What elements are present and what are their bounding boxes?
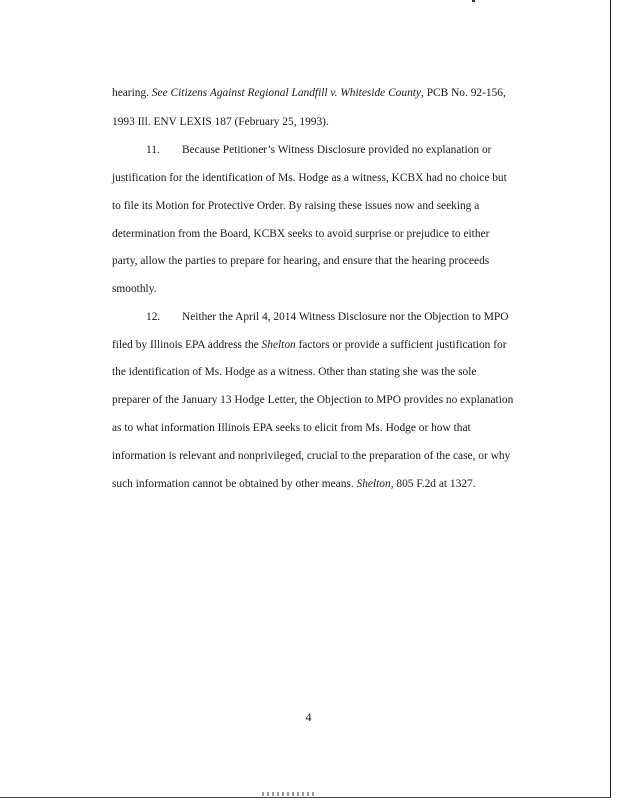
text-line: to file its Motion for Protective Order. By raising these issues now and seeking a [112,200,480,212]
paragraph-number: 11. [146,144,160,156]
text-line: as to what information Illinois EPA seeks to elicit from Ms. Hodge or how that [112,422,471,434]
text-line: Because Petitioner’s Witness Disclosure provided no explanation or [182,144,492,156]
case-citation: See Citizens Against Regional Landfill v. Whiteside County [151,87,421,99]
text-line: smoothly. [112,283,157,295]
text-line: preparer of the January 13 Hodge Letter, the Objection to MPO provides no explanation [112,394,514,406]
case-citation: Shelton [356,478,391,490]
text-run: such information cannot be obtained by other means. [112,478,357,490]
text-line: justification for the identification of Ms. Hodge as a witness, KCBX had no choice but [112,172,507,184]
scan-artifact [262,792,314,796]
paragraph-number: 12. [146,311,161,323]
text-line [112,477,476,491]
text-run: , PCB No. 92-156, [421,87,506,99]
text-run: filed by Illinois EPA address the [112,339,262,351]
scan-artifact [472,0,475,2]
text-line: the identification of Ms. Hodge as a witness. Other than stating she was the sole [112,366,477,378]
page-number: 4 [305,710,312,724]
text-run: hearing. [112,87,152,99]
text-line: Neither the April 4, 2014 Witness Disclosure nor the Objection to MPO [182,311,509,323]
text-line: determination from the Board, KCBX seeks to avoid surprise or prejudice to either [112,228,490,240]
page-edge-right [610,0,611,798]
text-line [112,86,506,100]
case-citation: Shelton [261,339,296,351]
text-run: factors or provide a sufficient justification for [295,339,507,351]
text-line: information is relevant and nonprivileged, crucial to the preparation of the case, or why [112,450,511,462]
text-run: , 805 F.2d at 1327. [390,478,476,490]
text-line [112,338,506,352]
text-line: party, allow the parties to prepare for hearing, and ensure that the hearing proceeds [112,255,490,267]
page-edge-bottom [0,797,611,798]
text-line: 1993 Ill. ENV LEXIS 187 (February 25, 1993). [112,116,329,128]
